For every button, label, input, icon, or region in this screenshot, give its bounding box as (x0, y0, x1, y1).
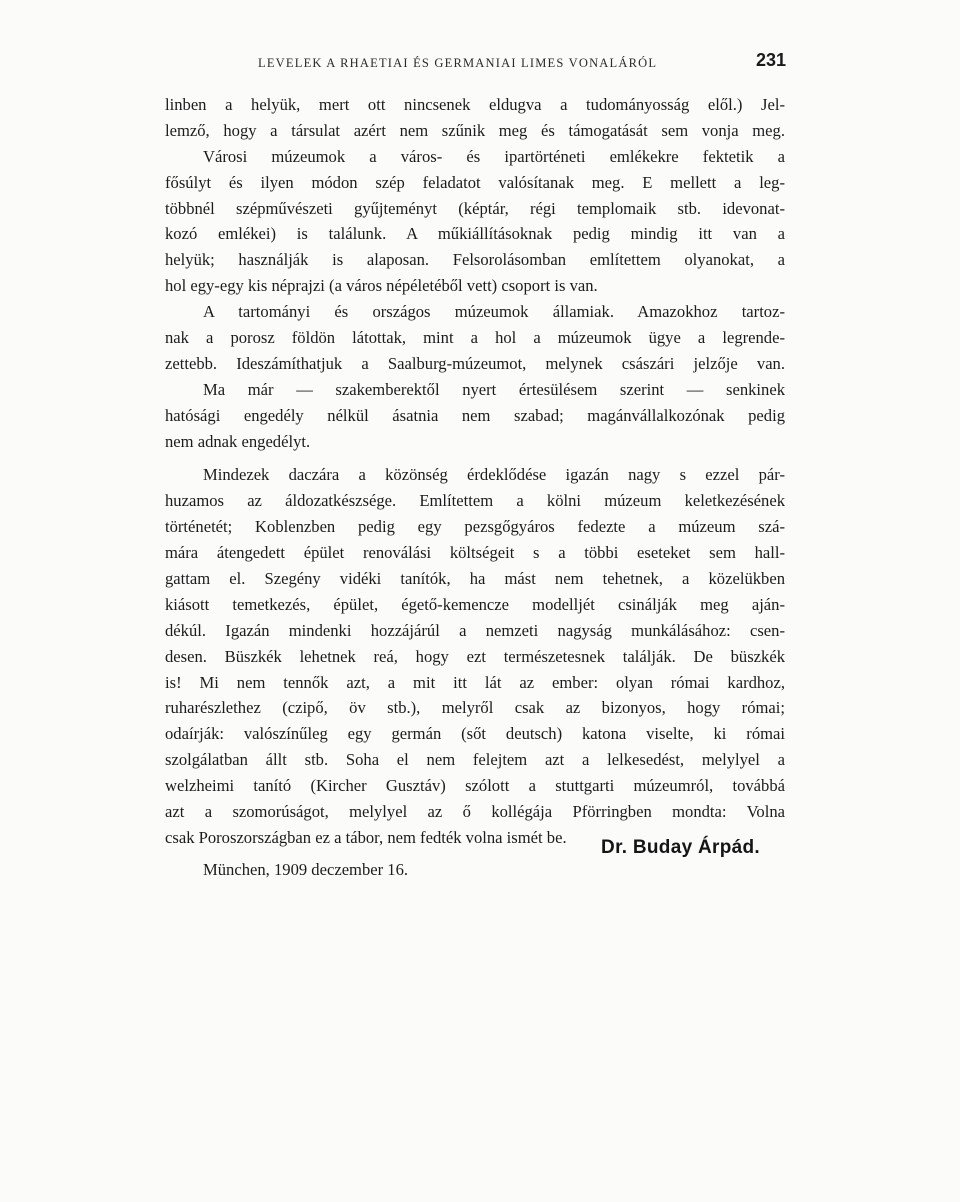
text-line: linben a helyük, mert ott nincsenek eldugva a tudományosság elől.) Jel- (165, 95, 785, 114)
signature: Dr. Buday Árpád. (601, 837, 760, 858)
text-line: hatósági engedély nélkül ásatnia nem szabad; magánvállalkozónak pedig (165, 405, 785, 425)
text-line: mára átengedett épület renoválási költségeit s a többi eseteket sem hall- (165, 543, 785, 563)
text-line: Városi múzeumok a város- és ipartörténeti emlékekre fektetik a (203, 146, 785, 166)
text-line: szolgálatban állt stb. Soha el nem felejtem azt a lelkesedést, melylyel a (165, 750, 785, 770)
running-head (258, 50, 786, 74)
text-line: fősúlyt és ilyen módon szép feladatot valósítanak meg. E mellett a leg- (165, 172, 785, 192)
page-number: 231 (755, 50, 786, 70)
text-line: többnél szépművészeti gyűjteményt (képtár, régi templomaik stb. idevonat- (165, 198, 785, 218)
dateline: München, 1909 deczember 16. (203, 859, 409, 879)
body-text (165, 92, 785, 883)
text-line: welzheimi tanító (Kircher Gusztáv) szólott a stuttgarti múzeumról, továbbá (165, 776, 785, 796)
text-line: gattam el. Szegény vidéki tanítók, ha mást nem tehetnek, a közelükben (165, 569, 785, 589)
text-line: hol egy-egy kis néprajzi (a város népéletéből vett) csoport is van. (165, 276, 598, 296)
running-title: LEVELEK A RHAETIAI ÉS GERMANIAI LIMES VONALÁRÓL (258, 56, 658, 70)
text-line: lemző, hogy a társulat azért nem szűnik meg és támogatását sem vonja meg. (165, 120, 785, 140)
text-line: huzamos az áldozatkészsége. Említettem a kölni múzeum keletkezésének (165, 491, 785, 511)
text-line: Ma már — szakemberektől nyert értesülésem szerint — senkinek (203, 379, 785, 399)
text-line: helyük; használják is alaposan. Felsorolásomban említettem olyanokat, a (165, 250, 785, 270)
text-line: Mindezek daczára a közönség érdeklődése igazán nagy s ezzel pár- (203, 465, 785, 485)
text-line: is! Mi nem tennők azt, a mit itt lát az ember: olyan római kardhoz, (165, 672, 785, 692)
text-line: csak Poroszországban ez a tábor, nem fedték volna ismét be. (165, 827, 567, 847)
text-line: nem adnak engedélyt. (165, 431, 311, 451)
text-line: kozó emlékei) is találunk. A műkiállításoknak pedig mindig itt van a (165, 224, 785, 244)
text-line: kiásott temetkezés, épület, égető-kemencze modelljét csinálják meg aján- (165, 594, 785, 614)
text-line: nak a porosz földön látottak, mint a hol a múzeumok ügye a legrende- (165, 328, 785, 348)
text-line: történetét; Koblenzben pedig egy pezsgőgyáros fedezte a múzeum szá- (165, 517, 785, 537)
text-line: A tartományi és országos múzeumok államiak. Amazokhoz tartoz- (203, 302, 785, 322)
text-line: ruharészlethez (czipő, öv stb.), melyről csak az bizonyos, hogy római; (165, 698, 785, 718)
text-line: zettebb. Ideszámíthatjuk a Saalburg-múzeumot, melynek császári jelzője van. (165, 353, 785, 373)
text-line: desen. Büszkék lehetnek reá, hogy ezt természetesnek találják. De büszkék (165, 646, 785, 666)
text-line: azt a szomorúságot, melylyel az ő kollégája Pförringben mondta: Volna (165, 802, 785, 822)
text-line: dékúl. Igazán mindenki hozzájárúl a nemzeti nagyság munkálásához: csen- (165, 620, 785, 640)
text-line: odaírják: valószínűleg egy germán (sőt deutsch) katona viselte, ki római (165, 724, 785, 744)
